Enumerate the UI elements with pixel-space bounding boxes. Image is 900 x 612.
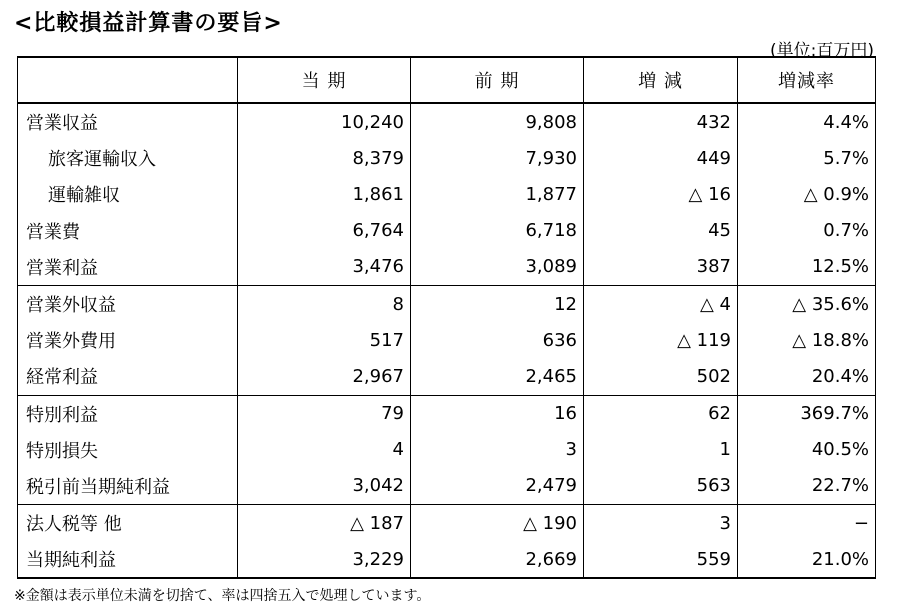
current-value: 2,967 <box>238 358 411 395</box>
current-value: △ 187 <box>238 505 411 542</box>
previous-value: 1,877 <box>411 176 584 212</box>
page-title: <比較損益計算書の要旨> <box>14 11 283 36</box>
table-row <box>18 395 876 432</box>
row-label: 税引前当期純利益 <box>18 468 238 505</box>
change-value: 449 <box>584 140 738 176</box>
table-row <box>18 285 876 322</box>
rate-value: − <box>738 505 876 542</box>
previous-value: 3,089 <box>411 249 584 286</box>
change-value: △ 119 <box>584 322 738 358</box>
table-row <box>18 541 876 578</box>
current-value: 8 <box>238 285 411 322</box>
row-label: 法人税等 他 <box>18 505 238 542</box>
row-label: 特別利益 <box>18 395 238 432</box>
current-value: 4 <box>238 432 411 468</box>
rate-value: △ 35.6% <box>738 285 876 322</box>
table-row <box>18 322 876 358</box>
rate-value: 369.7% <box>738 395 876 432</box>
current-value: 8,379 <box>238 140 411 176</box>
previous-value: 7,930 <box>411 140 584 176</box>
rate-value: 22.7% <box>738 468 876 505</box>
current-value: 6,764 <box>238 213 411 249</box>
header-change: 増 減 <box>584 57 738 103</box>
previous-value: 6,718 <box>411 213 584 249</box>
current-value: 517 <box>238 322 411 358</box>
change-value: 432 <box>584 103 738 140</box>
table-row <box>18 213 876 249</box>
row-label: 営業費 <box>18 213 238 249</box>
rate-value: 5.7% <box>738 140 876 176</box>
change-value: △ 16 <box>584 176 738 212</box>
current-value: 10,240 <box>238 103 411 140</box>
table-row <box>18 505 876 542</box>
previous-value: 2,479 <box>411 468 584 505</box>
rate-value: 40.5% <box>738 432 876 468</box>
header-item <box>18 57 238 103</box>
row-label: 営業外収益 <box>18 285 238 322</box>
previous-value: 2,669 <box>411 541 584 578</box>
previous-value: △ 190 <box>411 505 584 542</box>
rate-value: 20.4% <box>738 358 876 395</box>
change-value: 45 <box>584 213 738 249</box>
table-row <box>18 468 876 505</box>
header-rate: 増減率 <box>738 57 876 103</box>
change-value: 563 <box>584 468 738 505</box>
row-label: 特別損失 <box>18 432 238 468</box>
rate-value: 4.4% <box>738 103 876 140</box>
rate-value: △ 18.8% <box>738 322 876 358</box>
change-value: 62 <box>584 395 738 432</box>
current-value: 3,476 <box>238 249 411 286</box>
previous-value: 9,808 <box>411 103 584 140</box>
header-previous: 前 期 <box>411 57 584 103</box>
table-row <box>18 140 876 176</box>
row-label: 営業利益 <box>18 249 238 286</box>
current-value: 79 <box>238 395 411 432</box>
previous-value: 2,465 <box>411 358 584 395</box>
row-label: 旅客運輸収入 <box>18 140 238 176</box>
change-value: 387 <box>584 249 738 286</box>
previous-value: 12 <box>411 285 584 322</box>
row-label: 経常利益 <box>18 358 238 395</box>
table-row <box>18 432 876 468</box>
change-value: 1 <box>584 432 738 468</box>
current-value: 1,861 <box>238 176 411 212</box>
row-label: 営業外費用 <box>18 322 238 358</box>
row-label: 運輸雑収 <box>18 176 238 212</box>
header-current: 当 期 <box>238 57 411 103</box>
footnote: ※金額は表示単位未満を切捨て、率は四捨五入で処理しています。 <box>14 588 431 604</box>
income-statement-table <box>17 56 876 579</box>
row-label: 営業収益 <box>18 103 238 140</box>
change-value: 559 <box>584 541 738 578</box>
row-label: 当期純利益 <box>18 541 238 578</box>
previous-value: 3 <box>411 432 584 468</box>
table-header-row <box>18 57 876 103</box>
current-value: 3,229 <box>238 541 411 578</box>
current-value: 3,042 <box>238 468 411 505</box>
table-row <box>18 358 876 395</box>
rate-value: 21.0% <box>738 541 876 578</box>
table-row <box>18 176 876 212</box>
table-row <box>18 103 876 140</box>
change-value: 3 <box>584 505 738 542</box>
rate-value: 12.5% <box>738 249 876 286</box>
table-row <box>18 249 876 286</box>
rate-value: 0.7% <box>738 213 876 249</box>
change-value: 502 <box>584 358 738 395</box>
previous-value: 16 <box>411 395 584 432</box>
rate-value: △ 0.9% <box>738 176 876 212</box>
previous-value: 636 <box>411 322 584 358</box>
change-value: △ 4 <box>584 285 738 322</box>
unit-note: (単位:百万円) <box>770 41 874 61</box>
